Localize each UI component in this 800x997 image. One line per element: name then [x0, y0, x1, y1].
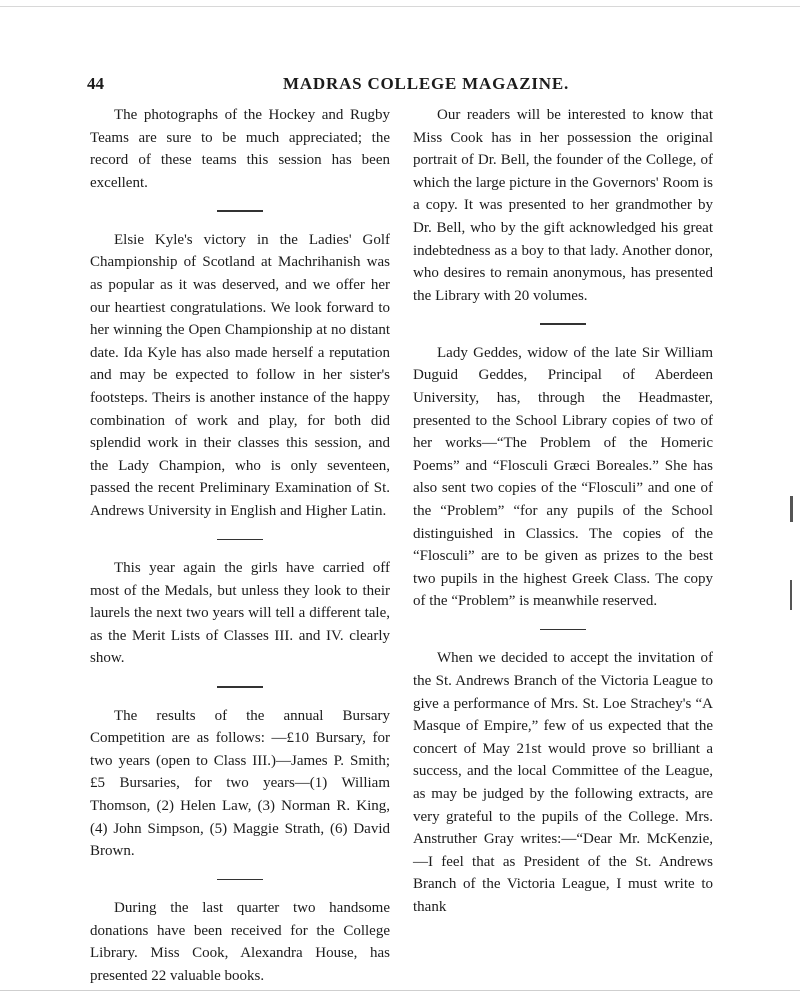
- section-divider: [540, 629, 586, 631]
- page-bottom-edge: [0, 990, 800, 991]
- page-top-edge: [0, 6, 800, 7]
- running-head-title: MADRAS COLLEGE MAGAZINE.: [283, 74, 570, 93]
- section-divider: [540, 323, 586, 325]
- section-divider: [217, 210, 263, 212]
- left-column: [90, 104, 390, 988]
- page-number: 44: [87, 74, 104, 93]
- paragraph-team-photographs: The photographs of the Hockey and Rugby Teams are sure to be much appreciated; the record of these teams this session has been excellent.: [90, 107, 390, 191]
- scan-edge-mark: [790, 580, 792, 610]
- section-divider: [217, 539, 263, 541]
- paragraph-dr-bell-portrait: Our readers will be interested to know that Miss Cook has in her possession the original portrait of Dr. Bell, the founder of the College, of which the large picture in the Governors' Room is a copy. It was presented to her grandmother by Dr. Bell, who by the gift acknowledged his great indebtedness as a boy to that lady. Another donor, who desires to remain anonymous, has presented the Library with 20 volumes.: [413, 107, 713, 304]
- paragraph-medals: This year again the girls have carried off most of the Medals, but unless they look to their laurels the next two years will tell a different tale, as the Merit Lists of Classes III. and IV. clearly show.: [90, 560, 390, 667]
- paragraph-library-donations: During the last quarter two handsome donations have been received for the College Library. Miss Cook, Alexandra House, has presented 22 valuable books.: [90, 900, 390, 984]
- page-header: [87, 72, 727, 100]
- scan-edge-mark: [790, 496, 793, 522]
- section-divider: [217, 879, 263, 881]
- section-divider: [217, 686, 263, 688]
- paragraph-bursary-results: The results of the annual Bursary Competition are as follows: —£10 Bursary, for two years (open to Class III.)—James P. Smith; £5 Bursaries, for two years—(1) William Thomson, (2) Helen Law, (3) Norman R. King, (4) John Simpson, (5) Maggie Strath, (6) David Brown.: [90, 707, 390, 860]
- paragraph-masque-of-empire: When we decided to accept the invitation of the St. Andrews Branch of the Victoria League to give a performance of Mrs. St. Loe Strachey's “A Masque of Empire,” few of us expected that the concert of May 21st would prove so brilliant a success, and the local Committee of the League, as may be judged by the following extracts, are very grateful to the pupils of the College. Mrs. Anstruther Gray writes:—“Dear Mr. McKenzie,—I feel that as President of the St. Andrews Branch of the Victoria League, I must write to thank: [413, 650, 713, 915]
- paragraph-golf-championship: Elsie Kyle's victory in the Ladies' Golf Championship of Scotland at Machrihanish was as popular as it was deserved, and we offer her our heartiest congratulations. We look forward to her winning the Open Championship at no distant date. Ida Kyle has also made herself a reputation and may be expected to follow in her sister's footsteps. Theirs is another instance of the happy combination of work and play, for both did splendid work in their classes this session, and the Lady Champion, who is only seventeen, passed the recent Preliminary Examination of St. Andrews University in English and Higher Latin.: [90, 231, 390, 519]
- paragraph-lady-geddes: Lady Geddes, widow of the late Sir William Duguid Geddes, Principal of Aberdeen University, has, through the Headmaster, presented to the School Library copies of two of her works—“The Problem of the Homeric Poems” and “Flosculi Græci Boreales.” She has also sent two copies of the “Flosculi” and one of the “Problem” “for any pupils of the School distinguished in Classics. The copies of the “Flosculi” are to be given as prizes to the best two pupils in the highest Greek Class. The copy of the “Problem” is meanwhile reserved.: [413, 344, 713, 610]
- right-column: [413, 104, 713, 919]
